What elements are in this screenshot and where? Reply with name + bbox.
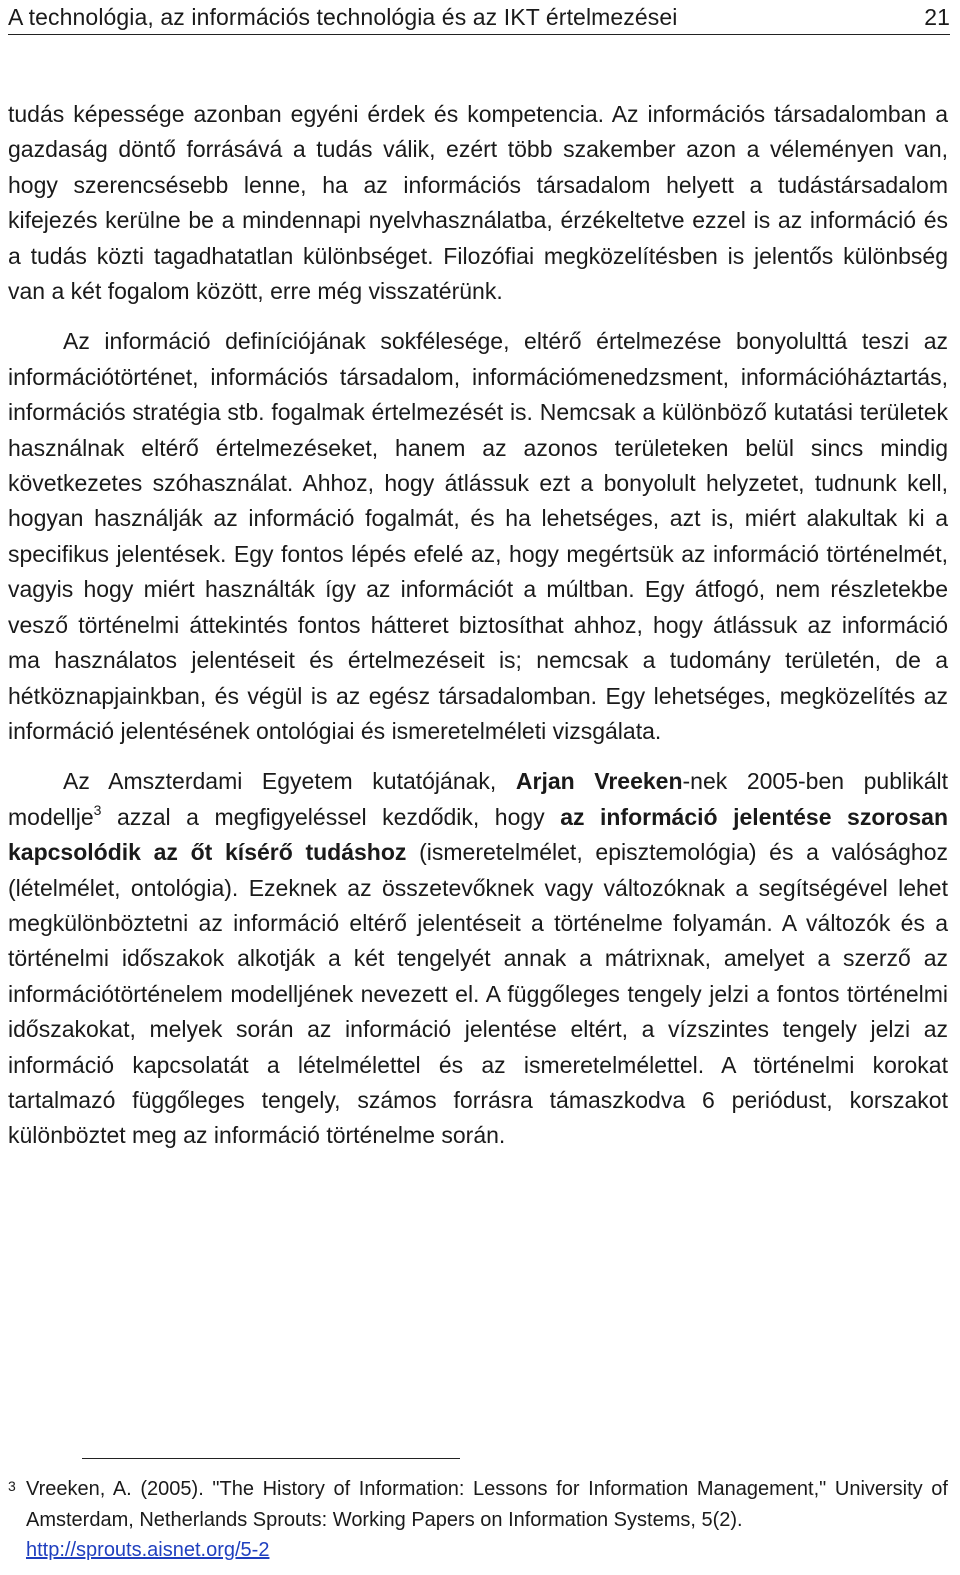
paragraph-3-text-3: azzal a megfigyeléssel kezdődik, hogy [101, 803, 561, 830]
paragraph-1: tudás képessége azonban egyéni érdek és kompetencia. Az információs társadalomban a gazdaság döntő forrásává a tudás válik, ezért több szakember azon a véleményen van, hogy szerencsésebb lenne, ha az információs társadalom helyett a tudástársadalom kifejezés kerülne be a mindennapi nyelvhasználatba, érzékeltetve ezzel is az információ és a tudás közti tagadhatatlan különbséget. Filozófiai megközelítésben is jelentős különbség van a két fogalom között, erre még visszatérünk. [8, 101, 948, 305]
footnote-link[interactable]: http://sprouts.aisnet.org/5-2 [26, 1539, 270, 1561]
footnote-reference[interactable]: 3 [93, 801, 102, 818]
paragraph-3-text-2: -nek 2005-ben publikált modellje [8, 768, 949, 830]
footnote-text: Vreeken, A. (2005). "The History of Information: Lessons for Information Management," University of Amsterdam, Netherlands Sprouts: Working Papers on Information Systems, 5(2). [26, 1478, 948, 1531]
page-number: 21 [924, 3, 950, 30]
footnote [8, 1474, 948, 1566]
paragraph-2: Az információ definíciójának sokfélesége, eltérő értelmezése bonyolulttá teszi az információtörténet, információs társadalom, információmenedzsment, információháztartás, információs stratégia stb. fogalmak értelmezését is. Nemcsak a különböző kutatási területek használnak eltérő értelmezéseket, hanem az azonos területeken belül sincs mindig következetes szóhasználat. Ahhoz, hogy átlássuk ezt a bonyolult helyzetet, tudnunk kell, hogyan használják az információ fogalmát, és ha lehetséges, azt is, miért alakultak ki a specifikus jelentések. Egy fontos lépés efelé az, hogy megértsük az információ történelmét, vagyis hogy miért használták így az információt a múltban. Egy átfogó, nem részletekbe vesző történelmi áttekintés fontos hátteret biztosíthat ahhoz, hogy átlássuk az információ ma használatos jelentéseit és értelmezéseit is; nemcsak a tudomány területén, de a hétköznapjainkban, és végül is az egész társadalomban. Egy lehetséges, megközelítés az információ jelentésének ontológiai és ismeretelméleti vizsgálata. [8, 328, 948, 744]
running-header [8, 0, 950, 35]
paragraph-3-text-1: Az Amszterdami Egyetem kutatójának, [63, 768, 516, 795]
footnote-separator [82, 1458, 460, 1459]
paragraph-3-text-4: (ismeretelmélet, episztemológia) és a valósághoz (lételmélet, ontológia). Ezeknek az összetevőknek vagy változóknak a segítségével lehet megkülönböztetni az információ eltérő jelentéseit a történelme folyamán. A változók és a történelmi időszakok alkotják a két tengelyét annak a mátrixnak, amelyet a szerző az információtörténelem modelljének nevezett el. A függőleges tengely jelzi a fontos történelmi időszakokat, melyek során az információ jelentése eltért, a vízszintes tengely jelzi az információ kapcsolatát a lételmélettel és az ismeretelmélettel. A történelmi korokat tartalmazó függőleges tengely, számos forrásra támaszkodva 6 periódust, korszakot különböztet meg az információ történelme során. [8, 839, 948, 1149]
bold-statement: az információ jelentése szorosan kapcsolódik az őt kísérő tudáshoz [8, 803, 949, 866]
paragraph-3 [8, 764, 948, 1153]
header-title: A technológia, az információs technológia és az IKT értelmezései [8, 3, 678, 30]
body-text [8, 97, 948, 1154]
footnote-mark: 3 [8, 1478, 16, 1494]
author-name: Arjan Vreeken [515, 768, 683, 795]
